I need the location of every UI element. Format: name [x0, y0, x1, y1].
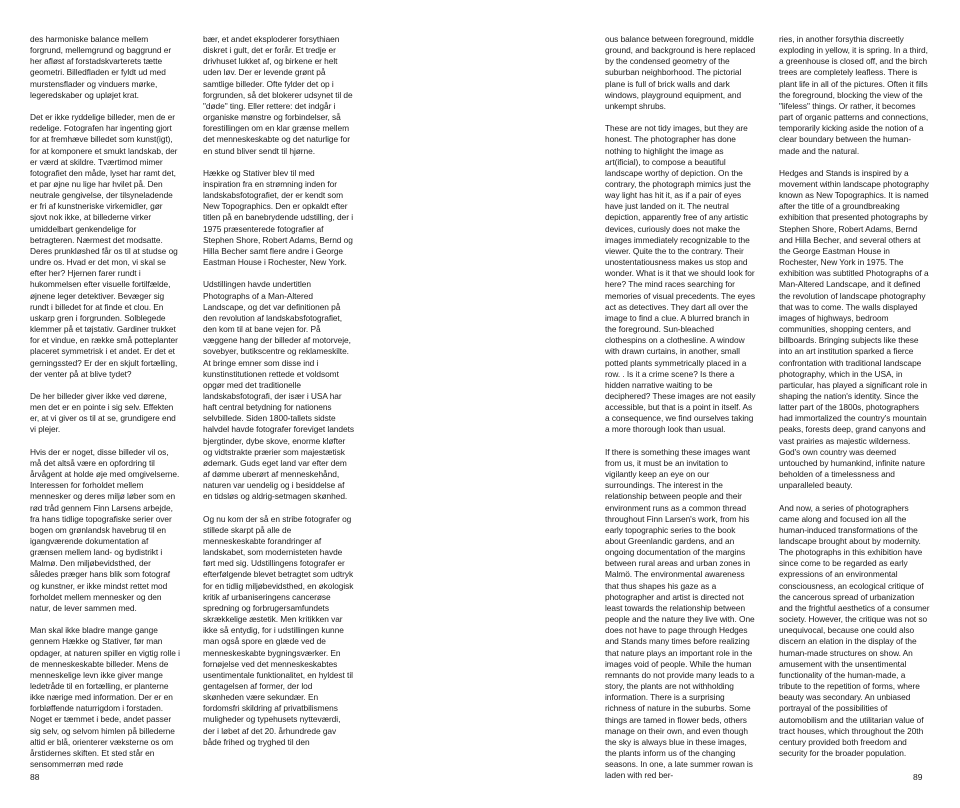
- paragraph: If there is something these images want from us, it must be an invitation to vigilantly keep an eye on our surroundings. The interest in the relationship between people and their environment runs as a common thread throughout Finn Larsen's work, from his early topographic series to the book about Greenlandic gardens, and an ongoing documentation of the margins between rural areas and urban zones in Malmö. The environmental awareness that thus shapes his gaze as a photographer and artist is directed not least towards the relationship between people and the nature they live with. One does not have to page through Hedges and Stands many times before realizing that nature plays an important role in the images void of people. While the human remnants do not provide many leads to a story, the plants are not withholding information. There is a surprising richness of nature in the suburbs. Some things are tamed in flower beds, others manage on their own, and even though the sky is always blue in these images, the plants inform us of the changing seasons. In one, a late summer rowan is laden with red ber-: [605, 446, 755, 781]
- page-number-left: 88: [30, 772, 40, 782]
- paragraph: De her billeder giver ikke ved dørene, men det er en pointe i sig selv. Effekten er, at vi giver os til at se, grundigere end vi plejer.: [30, 390, 176, 435]
- paragraph: Det er ikke ryddelige billeder, men de er redelige. Fotografen har ingenting gjort for at fremhæve billedet som kunst(igt), for at komponere et smukt landskab, der er værd at skildre. Tværtimod mimer fotografiet den måde, lyset har ramt det, et par øjne nu lige har hvilet på. Den neutrale gengivelse, der tilsyneladende er fri af kunstneriske virkemidler, gør sjovt nok ikke, at billederne virker umiddelbart genkendelige for betragteren. Nærmest det modsatte. Deres prunkløshed får os til at studse og undre os. Hvad er det mon, vi skal se efter her? Hjernen farer rundt i hukommelsen efter visuelle fortilfælde, øjnene leger detektiver. Bevæger sig rundt i billedet for at finde et clou. En uskarp gren i forgrunden. Solblegede klemmer på et tøjstativ. Gardiner trukket for et vindue, en række små potteplanter placeret symmetrisk i et andet. Er det et gerningssted? Er der en skjult fortælling, der venter på at blive tydet?: [30, 112, 178, 379]
- paragraph: Hedges and Stands is inspired by a movement within landscape photography known as New Topographics. It is named after the title of a groundbreaking exhibition that presented photographs by Stephen Shore, Robert Adams, Bernd and Hilla Becher, and several others at the George Eastman House in Rochester, New York in 1975. The exhibition was subtitled Photographs of a Man-Altered Landscape, and it defined the revolution of landscape photography that was to come. The walls displayed images of highways, bedroom communities, shopping centers, and billboards. Bringing subjects like these into an art institution sparked a fierce confrontation with traditional landscape photography, which in the USA, in particular, has played a significant role in shaping the nation's identity. Since the latter part of the 1800s, photographers had immortalized the country's mountain peaks, forests deep, grand canyons and vast prairies as majestic wilderness. God's own country was deemed untouched by humankind, infinite nature beholden of a timelessness and unparalleled beauty.: [779, 167, 929, 491]
- paragraph: Hække og Stativer blev til med inspiration fra en strømning inden for landskabsfotografiet, der er kendt som New Topographics. Den er opkaldt efter titlen på en banebrydende udstilling, der i 1975 præsenterede fotografier af Stephen Shore, Robert Adams, Bernd og Hilla Becher samt flere andre i George Eastman House i Rochester, New York.: [203, 167, 353, 268]
- left-page-column-1: [30, 34, 181, 770]
- left-page-column-2: [203, 34, 354, 748]
- page-number-right: 89: [913, 772, 923, 782]
- paragraph: Udstillingen havde undertitlen Photographs of a Man-Altered Landscape, og det var definitionen på den revolution af landskabsfotografiet, den kom til at bane vejen for. På væggene hang der billeder af motorveje, sovebyer, butikscentre og reklameskilte. At bringe emner som disse ind i kunstinstitutionen rettede et voldsomt opgør med det traditionelle landskabsfotografi, der især i USA har haft central betydning for nationens selvbillede. Siden 1800-tallets sidste halvdel havde fotografer foreviget landets bjergtinder, dybe skove, enorme kløfter og vidtstrakte prærier som majestætisk ødemark. Guds eget land var efter dem af dømme uberørt af menneskehånd, naturen var uendelig og i besiddelse af en tidsløs og aldrig-setmagen skønhed.: [203, 279, 354, 502]
- paragraph: And now, a series of photographers came along and focused ion all the human-induced transformations of the landscape brought about by modernity. The photographs in this exhibition have since come to be regarded as early expressions of an environmental consciousness, an ecological critique of the cancerous spread of urbanization and the frightful aesthetics of a consumer society. However, the critique was not so unequivocal, because one could also discern an elation in the display of the human-made structures on show. An amusement with the unsentimental functionality of the human-made, a tribute to the repetition of forms, where beauty was secondary. An unbiased portrayal of the possibilities of automobilism and the utilitarian value of tract houses, which throughout the 20th century provided both freedom and security for the broader population.: [779, 502, 930, 758]
- right-page-column-1: [605, 34, 756, 781]
- paragraph: bær, et andet eksploderer forsythiaen diskret i gult, det er forår. Et tredje er drivhuset lukket af, og birkene er helt uden løv. Der er levende grønt på samtlige billeder. Ofte fylder det op i forgrunden, så det blokerer udsynet til de "døde" ting. Eller rettere: det indgår i organiske mønstre og forbindelser, så forestillingen om en klar grænse mellem det menneskeskabte og det naturlige for en stund bliver sendt til hjørne.: [203, 34, 353, 156]
- paragraph: des harmoniske balance mellem forgrund, mellemgrund og baggrund er her afløst af forstadskvarterets tætte geometri. Billedfladen er fyldt ud med murstensflader og vinduers mørke, legeredskaber og upløjet krat.: [30, 34, 172, 100]
- paragraph: ous balance between foreground, middle ground, and background is here replaced by the condensed geometry of the suburban neighborhood. The pictorial plane is full of brick walls and dark windows, playground equipment, and unkempt shrubs.: [605, 34, 756, 111]
- right-page-column-2: [779, 34, 930, 759]
- paragraph: These are not tidy images, but they are honest. The photographer has done nothing to highlight the image as art(ificial), to compose a beautiful landscape worthy of depiction. On the contrary, the photograph mimics just the way light has hit it, as if a pair of eyes have just landed on it. The neutral depiction, apparently free of any artistic devices, curiously does not make the images immediately recognizable to the viewer. Quite the to the contrary. Their unostentatiousness makes us stop and wonder. What is it that we should look for here? The mind races searching for memories of visual precedents. The eyes act as detectives. They dart all over the image to find a clue. A blurred branch in the foreground. Sun-bleached clothespins on a clothesline. A window with drawn curtains, in another, small potted plants symmetrically placed in a row. . Is it a crime scene? Is there a hidden narrative waiting to be deciphered? These images are not easily accessible, but that is a point in itself. As a consequence, we find ourselves taking a more thorough look than usual.: [605, 123, 756, 435]
- paragraph: Og nu kom der så en stribe fotografer og stillede skarpt på alle de menneskeskabte forandringer af landskabet, som modernisteten havde ført med sig. Udstillingens fotografer er efterfølgende blevet betragtet som udtryk for en tidlig miljøbevidsthed, en økologisk kritik af urbaniseringens cancerøse spredning og forbrugersamfundets skrækkelige æstetik. Men kritikken var ikke så entydig, for i udstillingen kunne man også spore en glæde ved de menneskeskabte bygningsværker. En fornøjelse ved det menneskeskabtes usentimentale funktionalitet, en hyldest til gentagelsen af former, der lod skønheden være sekundær. En fordomsfri skildring af privatbilismens muligheder og typehusets nytteværdi, der i løbet af det 20. århundrede gav både frihed og tryghed til den: [203, 513, 354, 747]
- paragraph: ries, in another forsythia discreetly exploding in yellow, it is spring. In a third, a greenhouse is closed off, and the birch trees are completely leafless. There is plant life in all of the pictures. Often it fills the foreground, blocking the view of the "lifeless" things. Or rather, it becomes part of organic patterns and connections, temporarily kicking aside the notion of a clear boundary between the human-made and the natural.: [779, 34, 929, 156]
- paragraph: Hvis der er noget, disse billeder vil os, må det altså være en opfordring til årvågent at holde øje med omgivelserne. Interessen for forholdet mellem mennesker og deres miljø løber som en rød tråd gennem Finn Larsens arbejde, fra hans tidlige topografiske serier over bogen om grønlandsk havebrug til en igangværende dokumentation af grænsen mellem land- og bydistrikt i Malmø. Den miljøbevidsthed, der således præger hans blik som fotograf og kunstner, er ikke mindst rettet mod forholdet mellem mennesker og den natur, de lever sammen med.: [30, 446, 180, 613]
- paragraph: Man skal ikke bladre mange gange gennem Hække og Stativer, før man opdager, at naturen spiller en vigtig rolle i de menneskeskabte billeder. Mens de menneskelige levn ikke giver mange ledetråde til en fortælling, er planterne ikke nærige med information. Der er en forbløffende naturrigdom i forstaden. Noget er tæmmet i bede, andet passer sig selv, og selvom himlen på billederne altid er blå, orienterer væksterne os om årstidernes skiften. Et sted står en sensommerrøn med røde: [30, 625, 180, 770]
